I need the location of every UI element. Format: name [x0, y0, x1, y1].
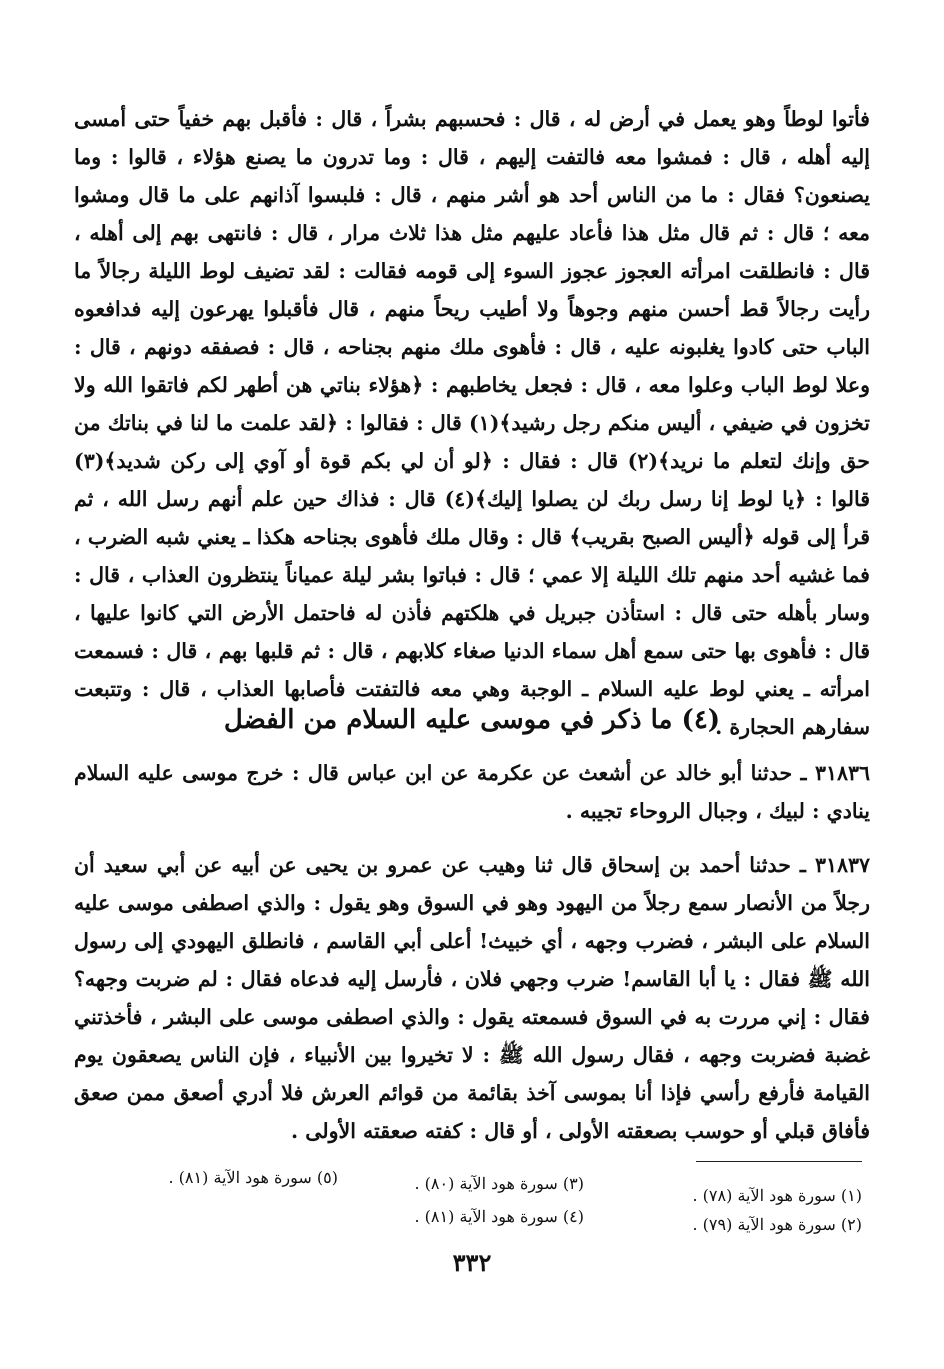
hadith-text: ـ حدثنا أحمد بن إسحاق قال ثنا وهيب عن عمرو بن يحيى عن أبيه عن أبي سعيد أن رجلاً من الأنصار سمع رجلاً من اليهود وهو في السوق وهو يقول : والذي اصطفى موسى عليه السلام على البشر ، فضرب وجهه ، أي خبيث! أعلى أبي القاسم ، فانطلق اليهودي إلى رسول الله ﷺ فقال : يا أبا القاسم! ضرب وجهي فلان ، فأرسل إليه فدعاه فقال : لم ضربت وجهه؟ فقال : إني مررت به في السوق فسمعته يقول : والذي اصطفى موسى على البشر ، فأخذتني غضبة فضربت وجهه ، فقال رسول الله ﷺ : لا تخيروا بين الأنبياء ، فإن الناس يصعقون يوم القيامة فأرفع رأسي فإذا أنا بموسى آخذ بقائمة من قوائم العرش فلا أدري أصعق ممن صعق فأفاق قبلي أو حوسب بصعقته الأولى ، أو قال : كفته صعقته الأولى .	[74, 853, 870, 1143]
paragraph-lot-story: فأتوا لوطاً وهو يعمل في أرض له ، قال : فحسبهم بشراً ، قال : فأقبل بهم خفياً حتى أمسى إليه أهله ، قال : فمشوا معه فالتفت إليهم ، قال : وما تدرون ما يصنع هؤلاء ، قالوا : وما يصنعون؟ فقال : ما من الناس أحد هو أشر منهم ، قال : فلبسوا آذانهم على ما قال ومشوا معه ؛ قال : ثم قال مثل هذا فأعاد عليهم مثل هذا ثلاث مرار ، قال : فانتهى بهم إلى أهله ، قال : فانطلقت امرأته العجوز عجوز السوء إلى قومه فقالت : لقد تضيف لوط الليلة رجالاً ما رأيت رجالاً قط أحسن منهم وجوهاً ولا أطيب ريحاً منهم ، قال فأقبلوا يهرعون إليه فدافعوه الباب حتى كادوا يغلبونه عليه ، قال : فأهوى ملك منهم بجناحه ، قال : فصفقه دونهم ، قال : وعلا لوط الباب وعلوا معه ، قال : فجعل يخاطبهم : ﴿هؤلاء بناتي هن أطهر لكم فاتقوا الله ولا تخزون في ضيفي ، أليس منكم رجل رشيد﴾(١) قال : فقالوا : ﴿لقد علمت ما لنا في بناتك من حق وإنك لتعلم ما نريد﴾(٢) قال : فقال : ﴿لو أن لي بكم قوة أو آوي إلى ركن شديد﴾(٣) قالوا : ﴿يا لوط إنا رسل ربك لن يصلوا إليك﴾(٤) قال : فذاك حين علم أنهم رسل الله ، ثم قرأ إلى قوله ﴿أليس الصبح بقريب﴾ قال : وقال ملك فأهوى بجناحه هكذا ـ يعني شبه الضرب ، فما غشيه أحد منهم تلك الليلة إلا عمي ؛ قال : فباتوا بشر ليلة عمياناً ينتظرون العذاب ، قال : وسار بأهله حتى قال : استأذن جبريل في هلكتهم فأذن له فاحتمل الأرض التي كانوا عليها ، قال : فأهوى بها حتى سمع أهل سماء الدنيا صغاء كلابهم ، قال : ثم قلبها بهم ، قال : فسمعت امرأته ـ يعني لوط عليه السلام ـ الوجبة وهي معه فالتفتت فأصابها العذاب ، قال : وتتبعت سفارهم الحجارة .	[74, 107, 870, 739]
hadith-block-2	[74, 846, 870, 1150]
footnote-1: (١) سورة هود الآية (٧٨) .	[692, 1186, 862, 1205]
hadith-block-1	[74, 754, 870, 830]
footnote-2: (٢) سورة هود الآية (٧٩) .	[692, 1215, 862, 1234]
hadith-number: ٣١٨٣٧	[814, 853, 870, 877]
hadith-paragraph	[74, 846, 870, 1150]
main-text-block	[74, 100, 870, 746]
hadith-number: ٣١٨٣٦	[814, 761, 870, 785]
hadith-paragraph	[74, 754, 870, 830]
section-heading: (٤) ما ذكر في موسى عليه السلام من الفضل	[223, 705, 721, 735]
page-number: ٣٣٢	[452, 1248, 492, 1277]
footnote-5: (٥) سورة هود الآية (٨١) .	[168, 1168, 338, 1187]
hadith-text: ـ حدثنا أبو خالد عن أشعث عن عكرمة عن ابن عباس قال : خرج موسى عليه السلام ينادي : لبيك ، وجبال الروحاء تجيبه .	[74, 761, 870, 823]
footnote-divider	[696, 1161, 862, 1162]
footnote-3: (٣) سورة هود الآية (٨٠) .	[414, 1174, 584, 1193]
footnote-4: (٤) سورة هود الآية (٨١) .	[414, 1207, 584, 1226]
